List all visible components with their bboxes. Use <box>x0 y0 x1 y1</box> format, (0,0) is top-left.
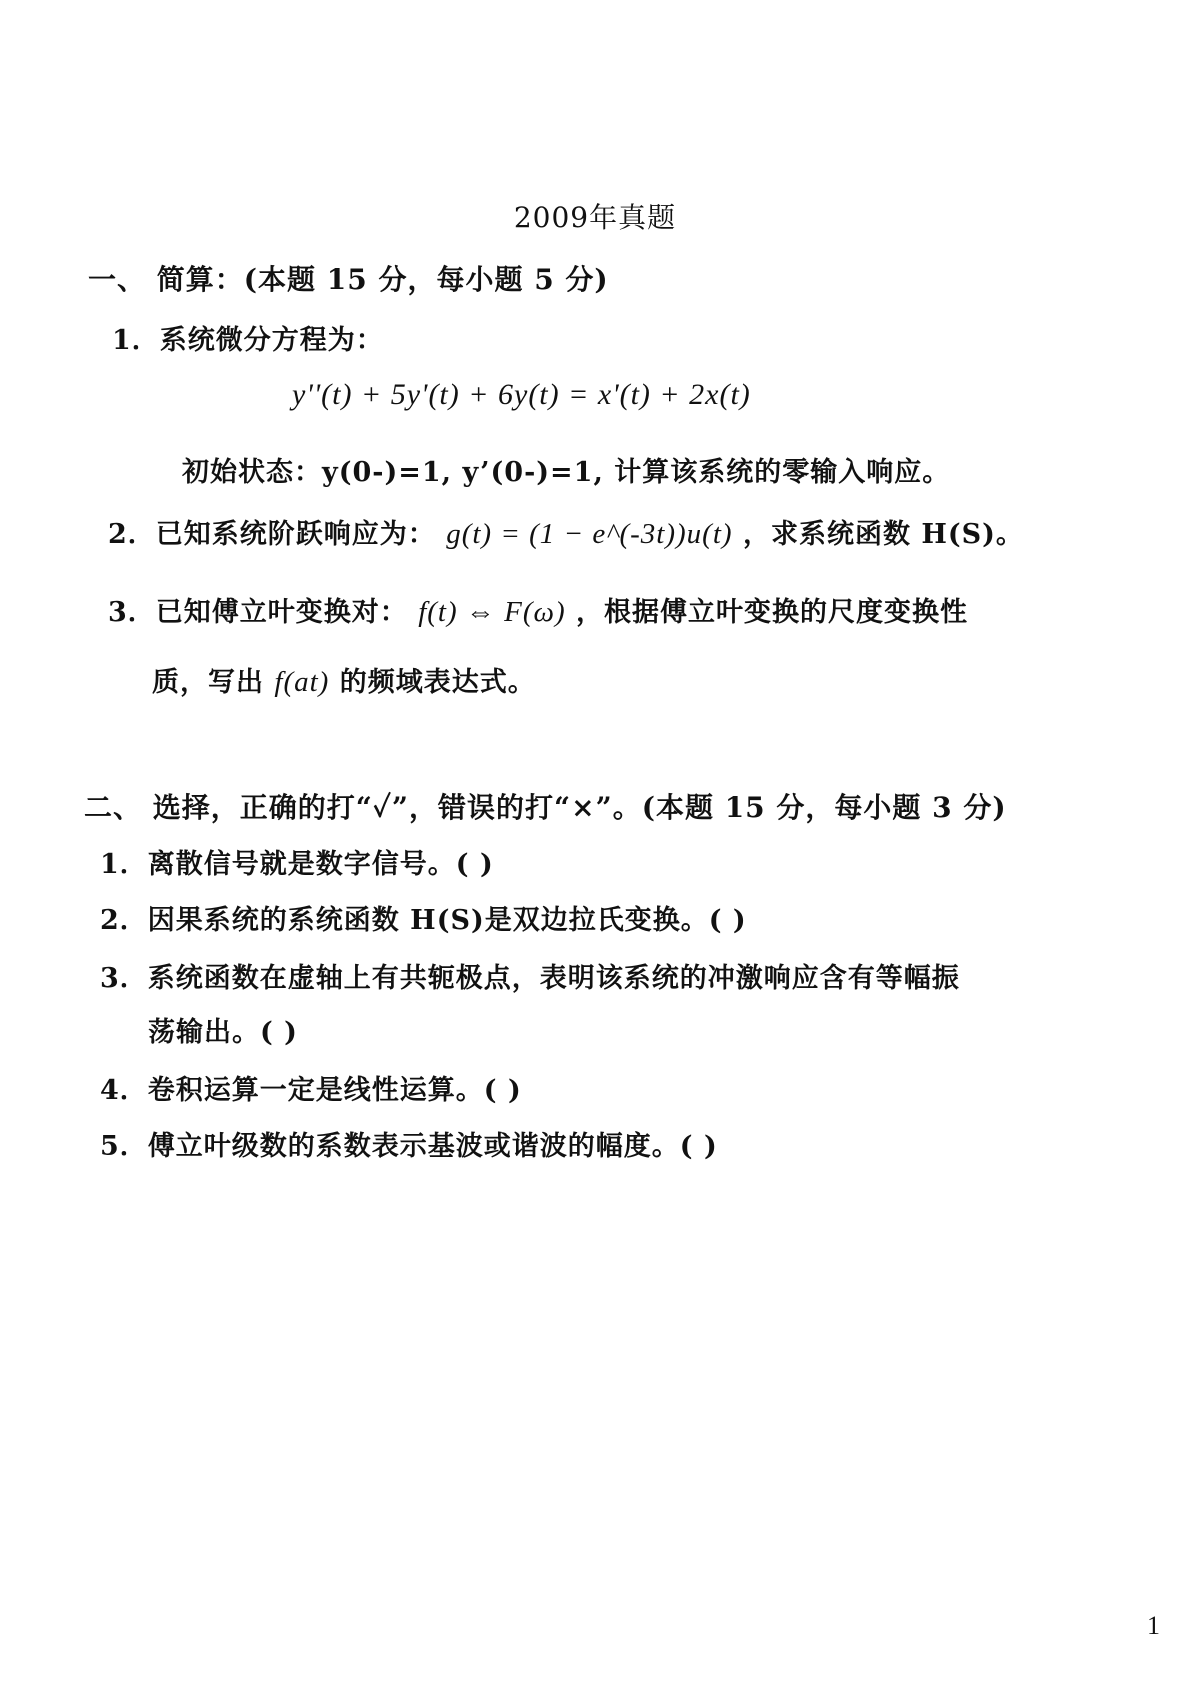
section2-item-3-continuation: 荡输出。( ) <box>148 1017 298 1048</box>
section1-q3-formula: f(t) ⇔ F(ω) <box>418 596 566 628</box>
section2-item-2: 2．因果系统的系统函数 H(S)是双边拉氏变换。( ) <box>100 905 747 936</box>
section1-q3-line2-formula: f(at) <box>274 666 330 698</box>
section1-q3-text-before: 3．已知傅立叶变换对： <box>108 597 408 628</box>
section1-heading: 一、 简算：(本题 15 分，每小题 5 分) <box>88 263 609 296</box>
page-title: 2009年真题 <box>513 201 677 234</box>
section1-q2 <box>108 512 1024 551</box>
section1-q3-line2 <box>152 660 536 699</box>
section2-item-5: 5．傅立叶级数的系数表示基波或谐波的幅度。( ) <box>100 1131 718 1162</box>
section1-q3-line2-after: 的频域表达式。 <box>339 667 536 698</box>
section1-q2-text-after: ，求系统函数 H(S)。 <box>742 519 1024 550</box>
page-number: 1 <box>1147 1611 1160 1640</box>
section1-q2-formula: g(t) = (1 − e^(-3t))u(t) <box>446 518 733 550</box>
section1-q1-condition: 初始状态：y(0-)=1, y’(0-)=1, 计算该系统的零输入响应。 <box>182 457 951 488</box>
section2-item-1: 1．离散信号就是数字信号。( ) <box>100 849 494 880</box>
section1-q2-text-before: 2．已知系统阶跃响应为： <box>108 519 436 550</box>
section1-q3-line2-before: 质，写出 <box>152 667 264 698</box>
section2-item-4: 4．卷积运算一定是线性运算。( ) <box>100 1075 522 1106</box>
section1-q1-intro: 1．系统微分方程为： <box>112 325 384 356</box>
section1-q1-equation: y''(t) + 5y'(t) + 6y(t) = x'(t) + 2x(t) <box>292 378 751 411</box>
section2-item-3: 3．系统函数在虚轴上有共轭极点，表明该系统的冲激响应含有等幅振 <box>100 963 960 994</box>
section1-q3-text-after: ，根据傅立叶变换的尺度变换性 <box>576 597 969 628</box>
section1-q3 <box>108 590 968 629</box>
section2-heading: 二、 选择，正确的打“✓”，错误的打“×”。(本题 15 分，每小题 3 分) <box>84 791 1007 824</box>
